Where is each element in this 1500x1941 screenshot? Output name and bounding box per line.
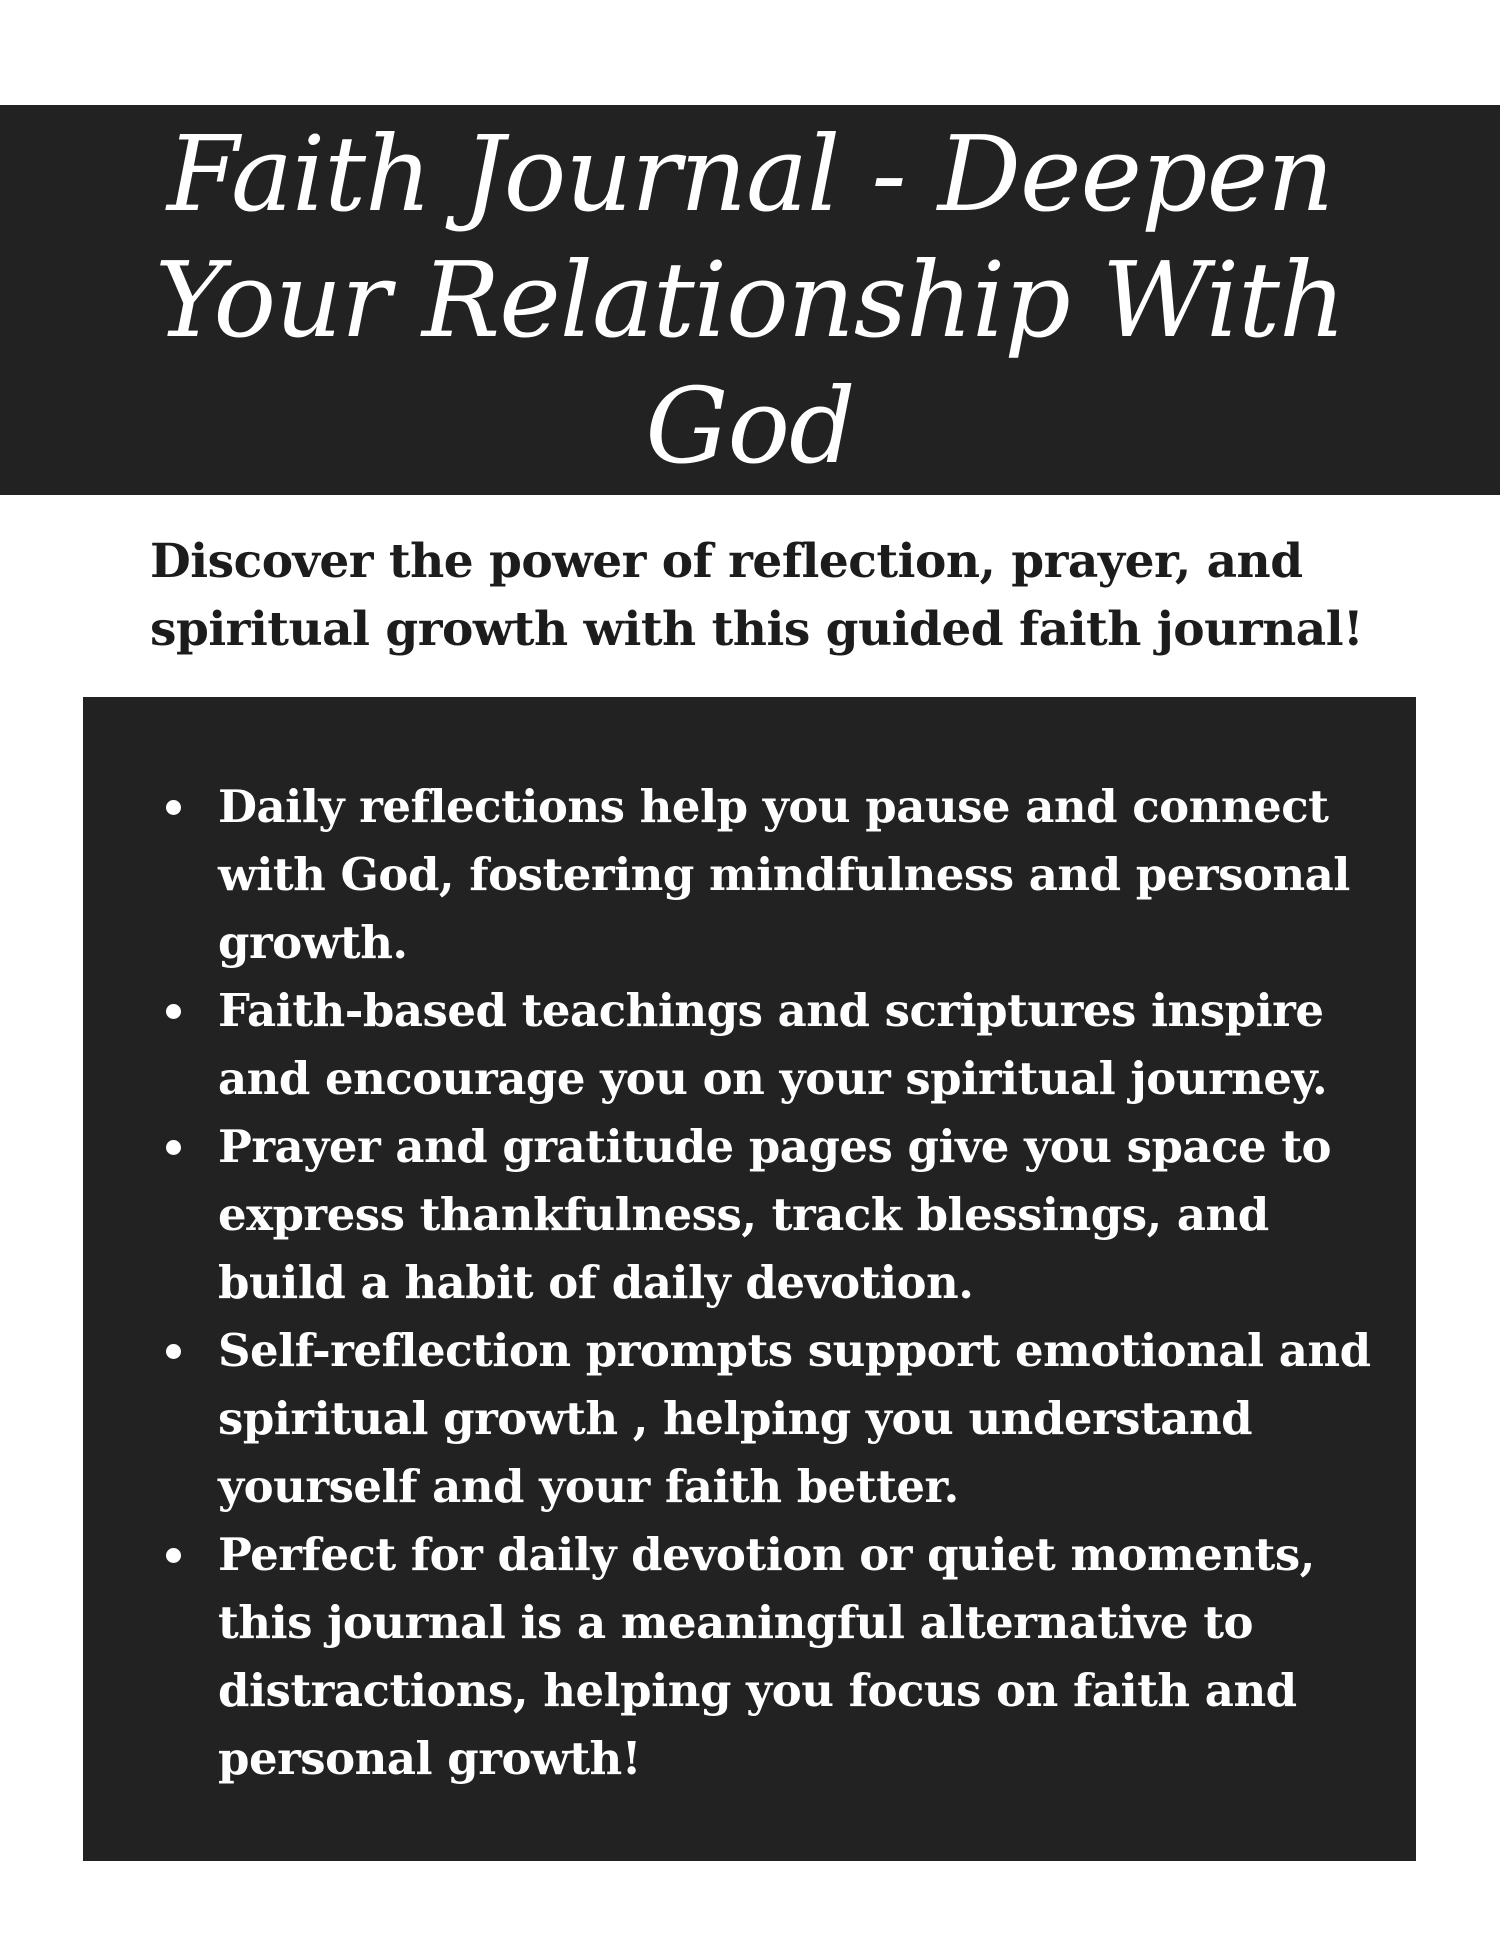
feature-text: Self-reflection prompts support emotional and spiritual growth , helping you understand yourself and your faith better. (218, 1324, 1371, 1513)
bullet-icon (166, 1004, 181, 1019)
bullet-icon (166, 1548, 181, 1563)
title-banner (0, 105, 1500, 495)
intro-text: Discover the power of reflection, prayer, and spiritual growth with this guided faith journal! (150, 534, 1364, 657)
feature-item (218, 773, 1398, 977)
bullet-icon (166, 1140, 181, 1155)
feature-item (218, 977, 1398, 1113)
bullet-icon (166, 1344, 181, 1359)
features-list (218, 773, 1398, 1793)
features-panel (83, 697, 1416, 1861)
bullet-icon (166, 800, 181, 815)
feature-text: Prayer and gratitude pages give you space to express thankfulness, track blessings, and build a habit of daily devotion. (218, 1120, 1332, 1309)
feature-text: Daily reflections help you pause and connect with God, fostering mindfulness and personal growth. (218, 780, 1350, 969)
feature-item (218, 1317, 1398, 1521)
feature-text: Faith-based teachings and scriptures inspire and encourage you on your spiritual journey. (218, 984, 1328, 1105)
feature-item (218, 1521, 1398, 1793)
page-title: Faith Journal - Deepen Your Relationship With God (154, 113, 1346, 487)
feature-item (218, 1113, 1398, 1317)
feature-text: Perfect for daily devotion or quiet moments, this journal is a meaningful alternative to distractions, helping you focus on faith and personal growth! (218, 1528, 1315, 1785)
